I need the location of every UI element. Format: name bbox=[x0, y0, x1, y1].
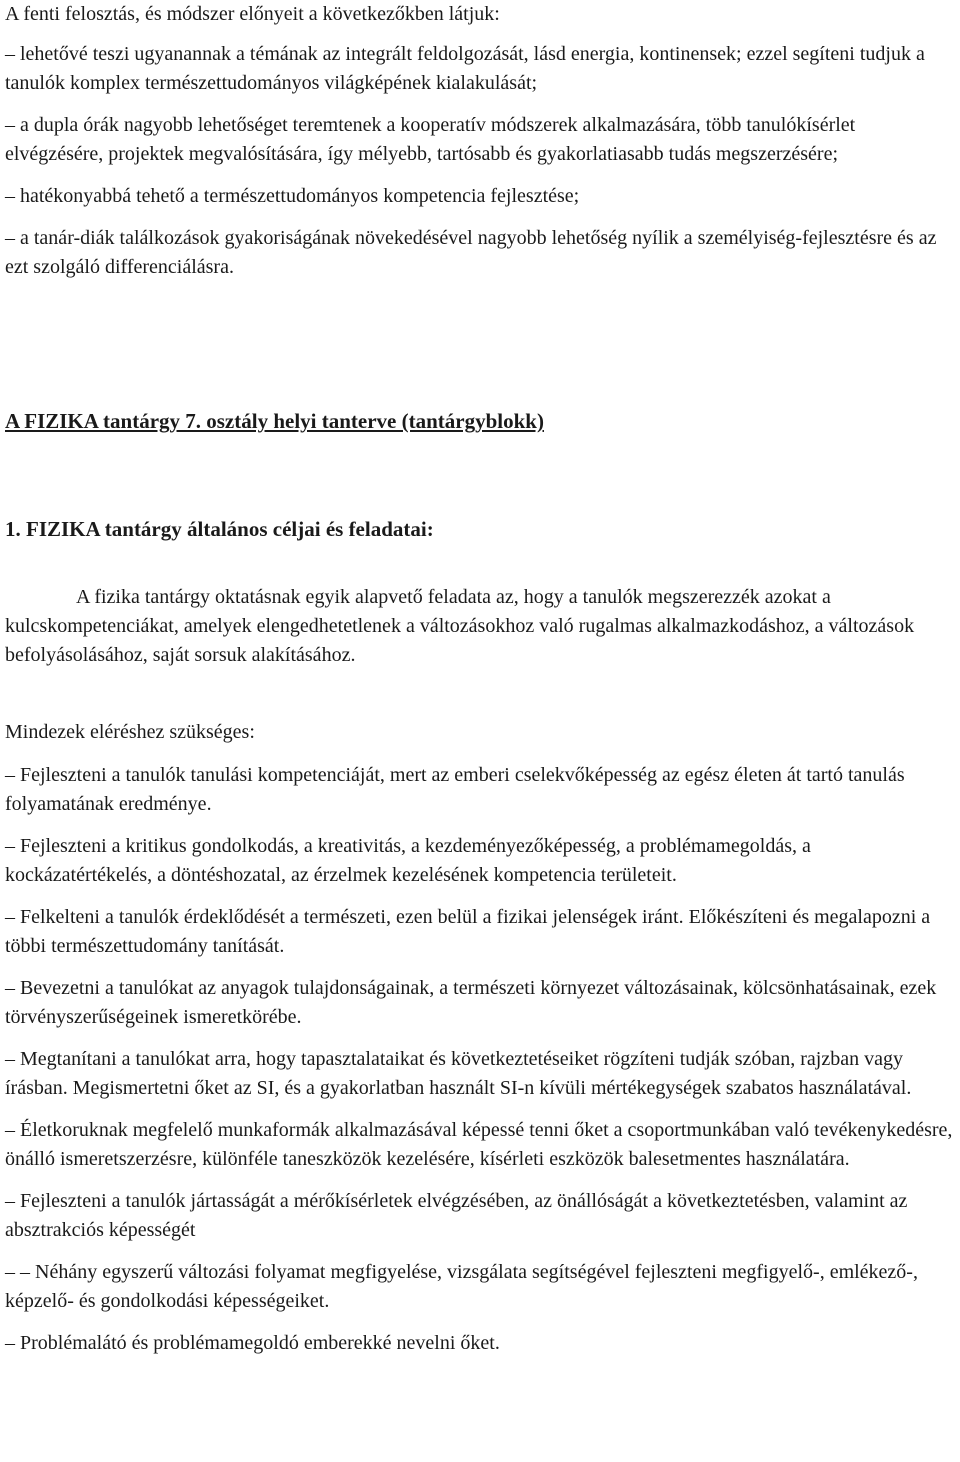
requirements-intro: Mindezek eléréshez szükséges: bbox=[5, 721, 255, 743]
requirement-item: – Felkelteni a tanulók érdeklődését a természeti, ezen belül a fizikai jelenségek iránt. Előkészíteni és megalapozni a többi természettudomány tanítását. bbox=[5, 906, 931, 957]
requirement-item: – Fejleszteni a kritikus gondolkodás, a kreativitás, a kezdeményezőképesség, a problémamegoldás, a kockázatértékelés, a döntéshozatal, az érzelmek kezelésének kompetencia területeit. bbox=[5, 835, 811, 886]
requirement-item: – Megtanítani a tanulókat arra, hogy tapasztalataikat és következtetéseiket rögzíteni tudják szóban, rajzban vagy írásban. Megismertetni őket az SI, és a gyakorlatban használt SI-n kívüli mértékegységek szabatos használatával. bbox=[5, 1048, 912, 1099]
requirement-item: – Fejleszteni a tanulók tanulási kompetenciáját, mert az emberi cselekvőképesség az egész életen át tartó tanulás folyamatának eredménye. bbox=[5, 764, 905, 815]
requirement-item: – Bevezetni a tanulókat az anyagok tulajdonságainak, a természeti környezet változásainak, kölcsönhatásainak, ezek törvényszerűségeinek ismeretkörébe. bbox=[5, 977, 937, 1028]
document-page bbox=[5, 0, 955, 1358]
advantage-item: – lehetővé teszi ugyanannak a témának az integrált feldolgozását, lásd energia, kontinensek; ezzel segíteni tudjuk a tanulók komplex természettudományos világképének kialakulását; bbox=[5, 43, 925, 94]
goals-subheading: 1. FIZIKA tantárgy általános céljai és feladatai: bbox=[5, 517, 434, 541]
requirement-item: – Életkoruknak megfelelő munkaformák alkalmazásával képessé tenni őket a csoportmunkában való tevékenykedésre, önálló ismeretszerzésre, különféle taneszközök kezelésére, kísérleti eszközök balesetmentes használatára. bbox=[5, 1119, 953, 1170]
requirement-item: – Problémalátó és problémamegoldó emberekké nevelni őket. bbox=[5, 1332, 500, 1354]
requirement-item: – – Néhány egyszerű változási folyamat megfigyelése, vizsgálata segítségével fejleszteni megfigyelő-, emlékező-, képzelő- és gondolkodási képességeiket. bbox=[5, 1261, 918, 1312]
curriculum-heading: A FIZIKA tantárgy 7. osztály helyi tanterve (tantárgyblokk) bbox=[5, 409, 544, 433]
lead-paragraph: A fizika tantárgy oktatásnak egyik alapvető feladata az, hogy a tanulók megszerezzék azokat a kulcskompetenciákat, amelyek elengedhetetlenek a változásokhoz való rugalmas alkalmazkodáshoz, a változások befolyásolásához, saját sorsuk alakításához. bbox=[5, 586, 915, 666]
section-intro-text: A fenti felosztás, és módszer előnyeit a következőkben látjuk: bbox=[5, 3, 500, 25]
advantage-item: – hatékonyabbá tehető a természettudományos kompetencia fejlesztése; bbox=[5, 185, 580, 207]
requirement-item: – Fejleszteni a tanulók jártasságát a mérőkísérletek elvégzésében, az önállóságát a következtetésben, valamint az absztrakciós képességét bbox=[5, 1190, 908, 1241]
advantage-item: – a tanár-diák találkozások gyakoriságának növekedésével nagyobb lehetőség nyílik a személyiség-fejlesztésre és az ezt szolgáló differenciálásra. bbox=[5, 227, 937, 278]
advantage-item: – a dupla órák nagyobb lehetőséget teremtenek a kooperatív módszerek alkalmazására, több tanulókísérlet elvégzésére, projektek megvalósítására, így mélyebb, tartósabb és gyakorlatiasabb tudás megszerzésére; bbox=[5, 114, 856, 165]
